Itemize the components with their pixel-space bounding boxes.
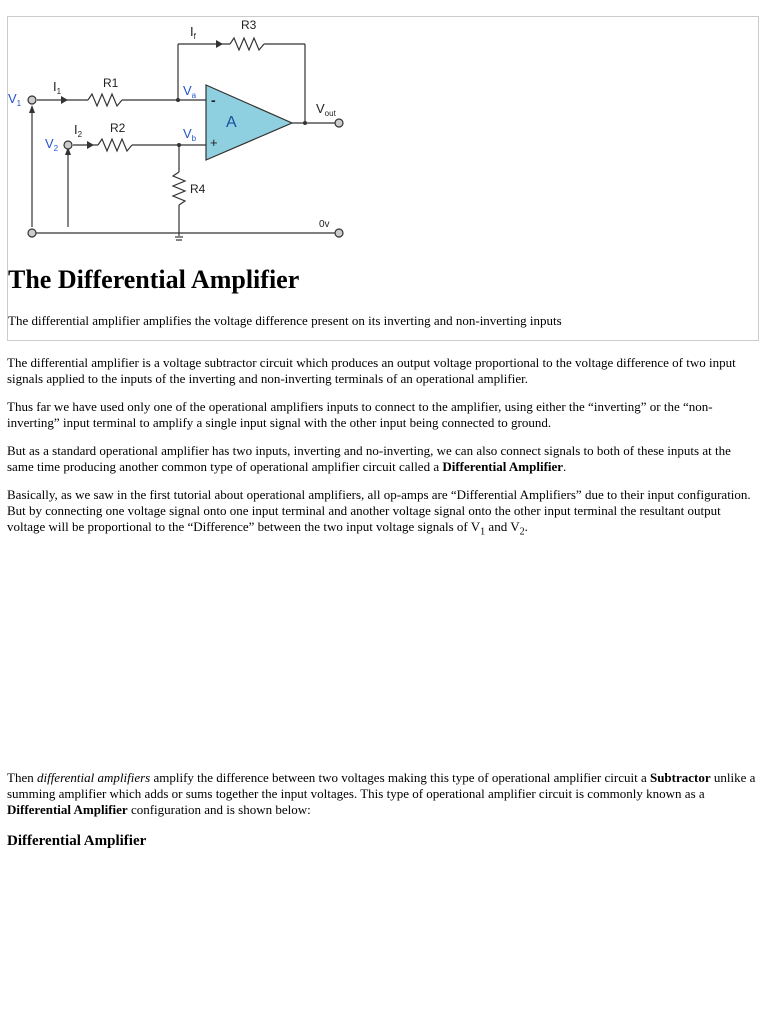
resistor-r4 — [173, 172, 185, 205]
ground-right-terminal — [335, 229, 343, 237]
label-r3: R3 — [241, 18, 257, 32]
label-minus: - — [211, 92, 216, 108]
vout-terminal — [335, 119, 343, 127]
label-r1: R1 — [103, 76, 119, 90]
label-i1: $I_1$ — [53, 79, 62, 96]
paragraph-basically: Basically, as we saw in the first tutorial about operational amplifiers, all op-amps are “Differential Amplifiers” due to their input configuration. But by connecting one voltage signal onto one input terminal and another voltage signal onto the other input terminal the resultant output voltage will be proportional to the “Difference” between the two input voltage signals of $V_1$ and $V_2$. — [7, 487, 751, 538]
resistor-r1 — [88, 94, 122, 106]
paragraph-subtractor: Then differential amplifiers amplify the difference between two voltages making this type of operational amplifier circuit a Subtractor unlike a summing amplifier which adds or sums together the input voltages. This type of operational amplifier circuit is commonly known as a Differential Amplifier configuration and is shown below: — [7, 770, 756, 817]
label-vout: $V_{out}$ — [316, 101, 336, 118]
bold-differential-amplifier: Differential Amplifier — [442, 459, 564, 474]
figure-card — [7, 16, 759, 341]
v1-terminal — [28, 96, 36, 104]
card-description: The differential amplifier amplifies the voltage difference present on its inverting and non-inverting inputs — [8, 313, 562, 328]
italic-differential-amplifiers: differential amplifiers — [36, 770, 151, 785]
label-i2: $I_2$ — [74, 122, 83, 139]
label-a: A — [226, 114, 237, 131]
card-title: The Differential Amplifier — [8, 265, 300, 294]
paragraph-two-inputs: But as a standard operational amplifier has two inputs, inverting and no-inverting, we can also connect signals to both of these inputs at the same time producing another common type of operational amplifier circuit called a Differential Amplifier. — [7, 443, 731, 474]
section-heading-differential-amplifier: Differential Amplifier — [7, 833, 147, 849]
ground-left-terminal — [28, 229, 36, 237]
opamp-triangle — [206, 85, 292, 160]
label-0v: 0v — [319, 219, 330, 230]
label-r2: R2 — [110, 121, 126, 135]
label-r4: R4 — [190, 182, 206, 196]
v2-terminal — [64, 141, 72, 149]
bold-subtractor: Subtractor — [649, 770, 711, 785]
bold-differential-amplifier-2: Differential Amplifier — [7, 802, 128, 817]
paragraph-intro: The differential amplifier is a voltage subtractor circuit which produces an output voltage proportional to the voltage difference of two input signals applied to the inputs of the inverting and non-inverting terminals of an operational amplifier. — [7, 355, 736, 386]
resistor-r2 — [98, 139, 132, 151]
label-vb: $V_b$ — [183, 126, 197, 143]
label-va: $V_a$ — [183, 83, 197, 100]
label-v2: $V_2$ — [45, 136, 59, 153]
resistor-r3 — [230, 38, 264, 50]
label-plus: + — [210, 135, 218, 150]
differential-amplifier-circuit-diagram — [8, 17, 368, 257]
label-if: $I_f$ — [190, 24, 196, 41]
paragraph-single-input: Thus far we have used only one of the operational amplifiers inputs to connect to the amplifier, using either the “inverting” or the “non-inverting” input terminal to amplify a single input signal with the other input being connected to ground. — [7, 399, 713, 430]
label-v1: $V_1$ — [8, 91, 22, 108]
